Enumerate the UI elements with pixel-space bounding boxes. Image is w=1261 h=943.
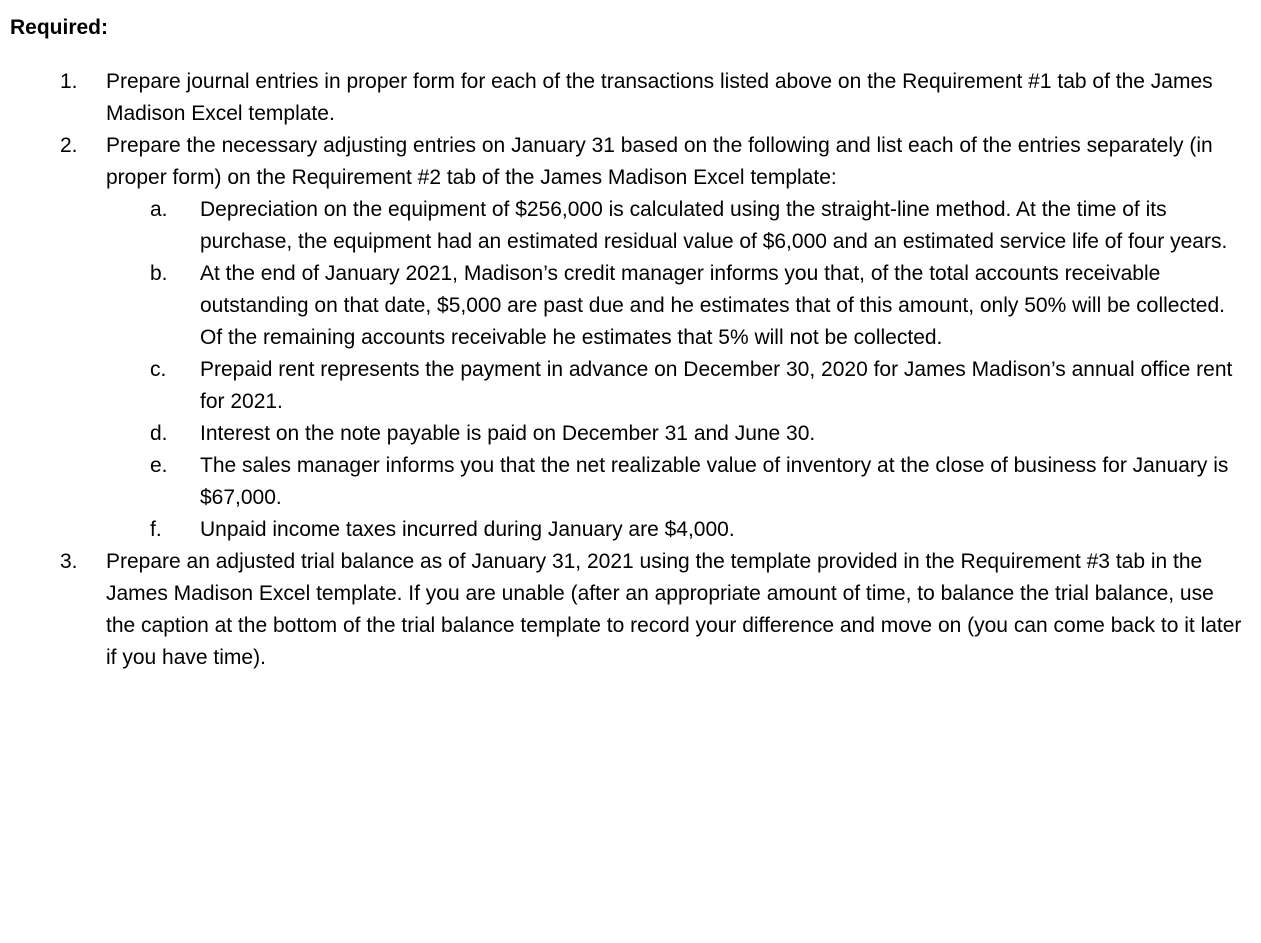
item-text: Prepare the necessary adjusting entries on January 31 based on the following and list each of the entries separately (in proper form) on the Requirement #2 tab of the James Madison Excel template:: [106, 134, 1213, 189]
adjustment-text: Prepaid rent represents the payment in advance on December 30, 2020 for James Madison’s annual office rent for 2021.: [200, 358, 1233, 413]
requirement-item: [0, 546, 1261, 674]
requirements-list: [0, 66, 1261, 674]
item-text: Prepare an adjusted trial balance as of January 31, 2021 using the template provided in the Requirement #3 tab in the James Madison Excel template. If you are unable (after an appropriate amount of time, to balance the trial balance, use the caption at the bottom of the trial balance template to record your difference and move on (you can come back to it later if you have time).: [106, 550, 1242, 669]
adjustments-list: [106, 194, 1247, 546]
item-letter: b.: [150, 262, 168, 285]
item-number: 2.: [60, 134, 78, 157]
item-letter: d.: [150, 422, 168, 445]
adjustment-item: [106, 514, 1247, 546]
adjustment-text: At the end of January 2021, Madison’s credit manager informs you that, of the total accounts receivable outstanding on that date, $5,000 are past due and he estimates that of this amount, only 50% will be collected. Of the remaining accounts receivable he estimates that 5% will not be collected.: [200, 262, 1226, 349]
requirement-item: [0, 130, 1261, 546]
adjustment-text: The sales manager informs you that the net realizable value of inventory at the close of business for January is $67,000.: [200, 454, 1229, 509]
item-number: 1.: [60, 70, 78, 93]
item-letter: c.: [150, 358, 167, 381]
item-number: 3.: [60, 550, 78, 573]
adjustment-item: [106, 418, 1247, 450]
item-letter: a.: [150, 198, 168, 221]
item-letter: f.: [150, 518, 162, 541]
adjustment-text: Unpaid income taxes incurred during January are $4,000.: [200, 518, 735, 541]
adjustment-text: Interest on the note payable is paid on December 31 and June 30.: [200, 422, 816, 445]
item-text: Prepare journal entries in proper form for each of the transactions listed above on the Requirement #1 tab of the James Madison Excel template.: [106, 70, 1213, 125]
adjustment-text: Depreciation on the equipment of $256,000 is calculated using the straight-line method. At the time of its purchase, the equipment had an estimated residual value of $6,000 and an estimated service life of four years.: [200, 198, 1228, 253]
requirement-item: [0, 66, 1261, 130]
adjustment-item: [106, 258, 1247, 354]
item-letter: e.: [150, 454, 168, 477]
adjustment-item: [106, 354, 1247, 418]
required-heading: Required:: [10, 16, 109, 39]
adjustment-item: [106, 450, 1247, 514]
adjustment-item: [106, 194, 1247, 258]
